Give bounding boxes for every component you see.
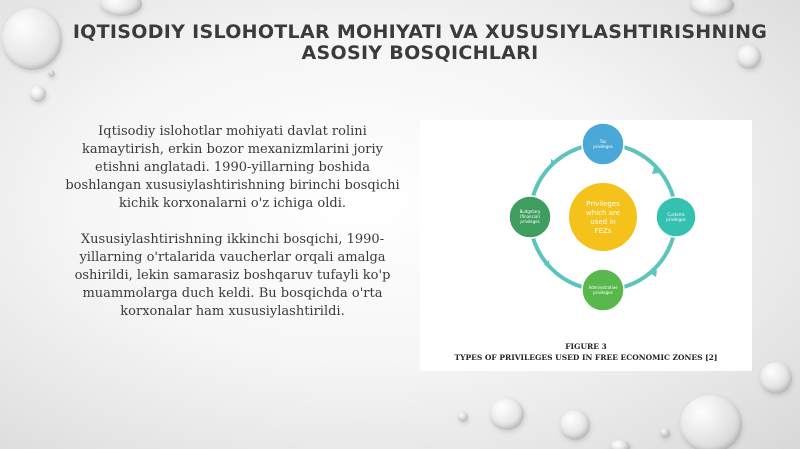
water-drop-decoration [660,428,670,438]
water-drop-decoration [100,0,142,16]
water-drop-decoration [610,440,630,449]
center-circle [569,183,637,251]
water-drop-decoration [680,395,742,449]
node-label: Customs [667,212,685,217]
node-label: Administrative [588,285,618,290]
slide-title-line2: ASOSIY BOSQICHLARI [301,42,539,64]
water-drop-decoration [490,398,524,430]
water-drop-decoration [760,362,792,394]
center-label-line: FEZs [594,227,612,235]
center-label-line: Privileges [586,200,620,208]
node-label: privileges [520,219,540,224]
node-label: privileges [593,290,613,295]
node-label: Tax [599,139,607,144]
water-drop-decoration [30,86,46,102]
body-paragraph-2: Xususiylashtirishning ikkinchi bosqichi, 1990-yillarning o'rtalarida vaucherlar orqali amalga oshirildi, lekin samarasiz boshqaruv tufayli ko'p muammolarga duch keldi. Bu bosqichda o'rta korxonalar ham xususiylashtirildi. [74,232,391,319]
node-label: (financial) [519,214,541,219]
slide-body [60,123,405,339]
slide-title [40,22,800,64]
center-label-line: used in [590,218,616,226]
water-drop-decoration [458,412,468,422]
water-drop-decoration [560,410,590,440]
figure-image [420,120,752,371]
center-label-line: which are [586,209,620,217]
node-label: privileges [593,144,613,149]
water-drop-decoration [48,70,55,77]
figure-caption-title: TYPES OF PRIVILEGES USED IN FREE ECONOMIC ZONES [2] [454,353,718,362]
node-label: Budgetary [519,209,541,214]
figure-caption-number: FIGURE 3 [565,342,607,351]
privileges-cycle-diagram [420,120,752,371]
water-drop-decoration [690,0,734,16]
node-label: privileges [666,217,686,222]
body-paragraph-1: Iqtisodiy islohotlar mohiyati davlat rolini kamaytirish, erkin bozor mexanizmlarini joriy etishni anglatadi. 1990-yillarning boshida boshlangan xususiylashtirishning birinchi bosqichi kichik korxonalarni o'z ichiga oldi. [65,124,400,211]
slide-title-line1: IQTISODIY ISLOHOTLAR MOHIYATI VA XUSUSIYLASHTIRISHNING [72,21,768,43]
